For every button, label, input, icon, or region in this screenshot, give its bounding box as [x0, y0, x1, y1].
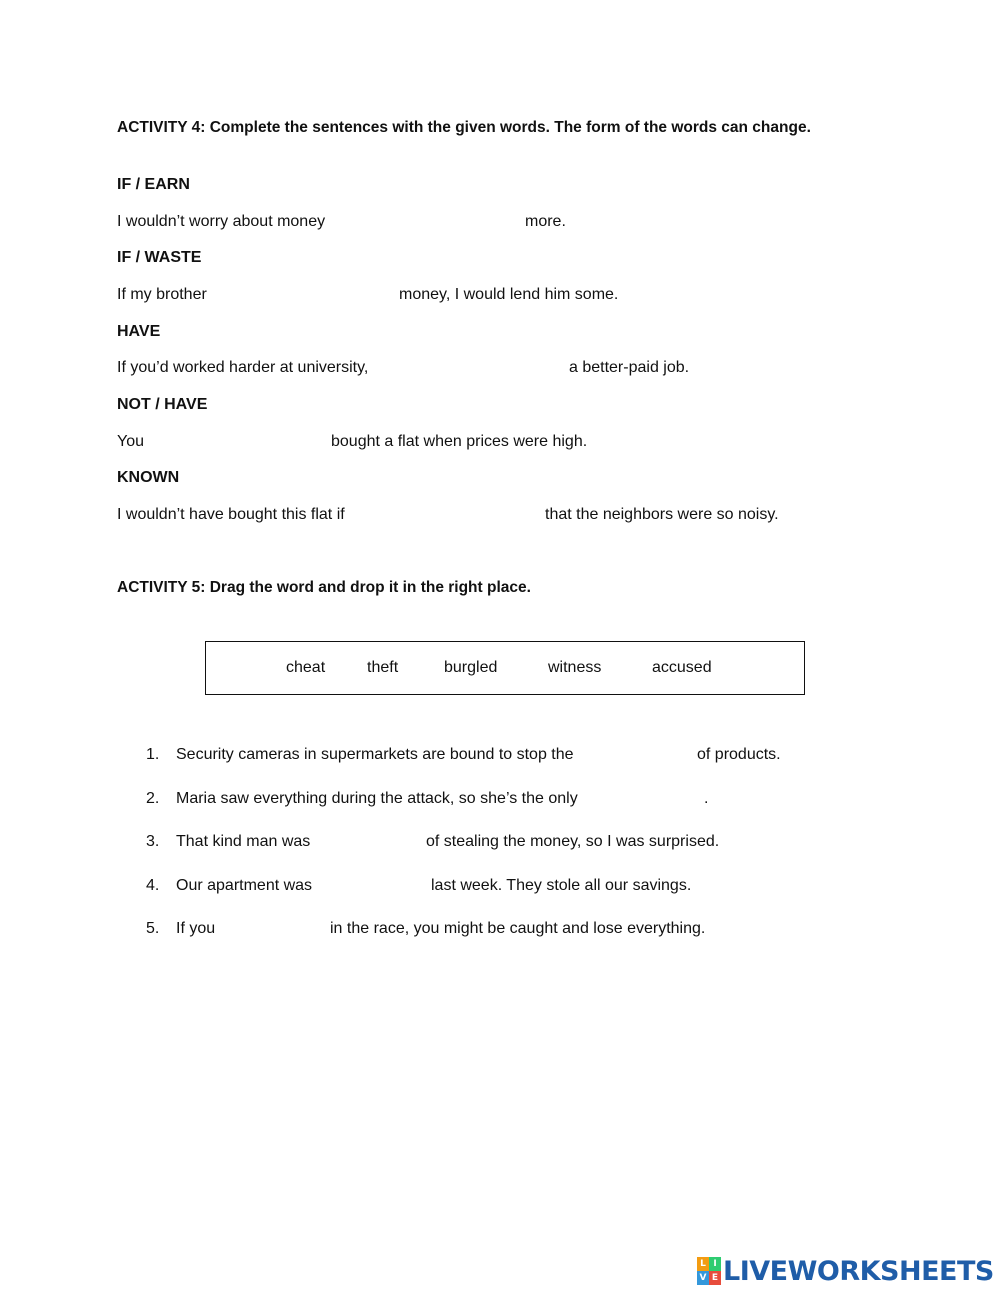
activity5-dropzone-4[interactable] [323, 875, 425, 897]
activity5-dropzone-3[interactable] [318, 831, 420, 853]
word-accused[interactable]: accused [652, 659, 712, 676]
activity4-blank-4[interactable] [152, 431, 327, 453]
activity4-cue-4: NOT / HAVE [117, 396, 208, 413]
word-witness[interactable]: witness [548, 659, 602, 676]
activity5-number-2: 2. [146, 790, 160, 807]
word-burgled[interactable]: burgled [444, 659, 498, 676]
word-theft[interactable]: theft [367, 659, 399, 676]
activity4-sentence-5-end: that the neighbors were so noisy. [545, 506, 779, 523]
activity4-sentence-2-end: money, I would lend him some. [399, 286, 619, 303]
activity4-heading: ACTIVITY 4: Complete the sentences with the given words. The form of the words can change. [117, 119, 811, 136]
activity4-blank-1[interactable] [345, 211, 520, 233]
activity5-sentence-2-end: . [704, 790, 709, 807]
activity5-number-4: 4. [146, 877, 160, 894]
activity4-cue-3: HAVE [117, 323, 161, 340]
activity4-blank-3[interactable] [390, 357, 565, 379]
liveworksheets-logo-text: LIVEWORKSHEETS [723, 1255, 994, 1287]
activity5-sentence-2-start: Maria saw everything during the attack, so she’s the only [176, 790, 578, 807]
activity5-sentence-4-start: Our apartment was [176, 877, 313, 894]
activity4-cue-2: IF / WASTE [117, 249, 202, 266]
activity5-number-1: 1. [146, 746, 160, 763]
activity5-heading: ACTIVITY 5: Drag the word and drop it in the right place. [117, 579, 531, 596]
activity5-number-3: 3. [146, 833, 160, 850]
activity4-sentence-3-start: If you’d worked harder at university, [117, 359, 369, 376]
activity4-blank-5[interactable] [366, 504, 541, 526]
logo-mark-letter-v: V [697, 1271, 709, 1285]
activity4-sentence-4-end: bought a flat when prices were high. [331, 433, 588, 450]
activity4-sentence-2-start: If my brother [117, 286, 207, 303]
activity4-sentence-4-start: You [117, 433, 144, 450]
activity5-sentence-5-start: If you [176, 920, 216, 937]
logo-mark-letter-e: E [709, 1271, 721, 1285]
activity4-blank-2[interactable] [220, 284, 395, 306]
word-cheat[interactable]: cheat [286, 659, 326, 676]
logo-mark-letter-l: L [697, 1257, 709, 1271]
activity5-sentence-1-start: Security cameras in supermarkets are bound to stop the [176, 746, 574, 763]
liveworksheets-logo [697, 1254, 994, 1288]
activity4-cue-5: KNOWN [117, 469, 180, 486]
word-bank [205, 641, 805, 695]
activity5-dropzone-5[interactable] [222, 918, 324, 940]
activity5-sentence-5-end: in the race, you might be caught and lose everything. [330, 920, 706, 937]
activity4-cue-1: IF / EARN [117, 176, 190, 193]
activity5-dropzone-2[interactable] [598, 788, 700, 810]
logo-mark-letter-i: I [709, 1257, 721, 1271]
activity5-dropzone-1[interactable] [590, 744, 692, 766]
activity5-sentence-1-end: of products. [697, 746, 781, 763]
activity5-sentence-4-end: last week. They stole all our savings. [431, 877, 692, 894]
activity5-sentence-3-end: of stealing the money, so I was surprised. [426, 833, 720, 850]
activity4-sentence-3-end: a better-paid job. [569, 359, 690, 376]
activity4-sentence-1-end: more. [525, 213, 566, 230]
activity5-sentence-3-start: That kind man was [176, 833, 311, 850]
liveworksheets-logo-mark [697, 1257, 721, 1285]
activity4-sentence-5-start: I wouldn’t have bought this flat if [117, 506, 345, 523]
activity5-number-5: 5. [146, 920, 160, 937]
activity4-sentence-1-start: I wouldn’t worry about money [117, 213, 326, 230]
